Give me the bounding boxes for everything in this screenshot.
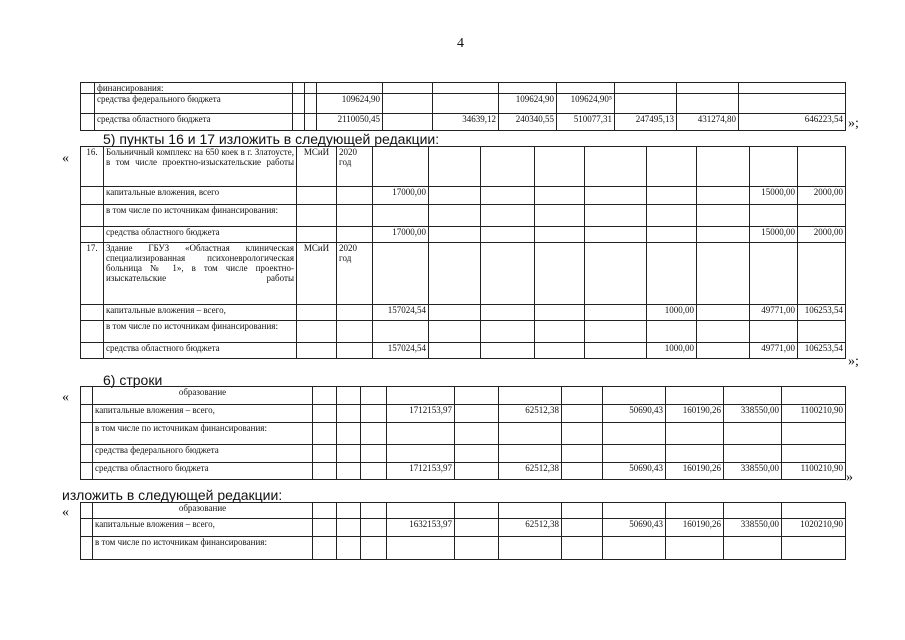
cell-value: 50690,43 [603, 405, 666, 423]
cell-value: 15000,00 [750, 187, 798, 205]
cell-value: 510077,31 [557, 114, 615, 131]
cell-value: 1712153,97 [387, 405, 455, 423]
table-row [81, 405, 846, 423]
cell-value: 62512,38 [499, 463, 562, 480]
table-row [81, 83, 846, 94]
table-row [81, 187, 846, 205]
item-org: МСиИ [297, 243, 337, 305]
closing-quote-5: »; [848, 354, 859, 369]
row-label: в том числе по источникам финансирования: [104, 321, 297, 343]
table-education-new [80, 502, 846, 560]
table-row [81, 519, 846, 537]
item-number: 17. [81, 243, 104, 305]
table-row [81, 94, 846, 114]
section-6-heading: 6) строки [103, 372, 163, 388]
cell-value: 431274,80 [677, 114, 739, 131]
cell-value: 109624,90 [317, 94, 383, 114]
table-row [81, 205, 846, 227]
cell-value: 338550,00 [724, 519, 782, 537]
cell-value: 17000,00 [373, 187, 429, 205]
cell-value: 338550,00 [724, 463, 782, 480]
new-wording-heading: изложить в следующей редакции: [62, 487, 283, 503]
row-label: средства федерального бюджета [95, 94, 293, 114]
cell-value: 34639,12 [433, 114, 499, 131]
cell-value: 109624,90 [499, 94, 557, 114]
table-row [81, 463, 846, 480]
row-label: капитальные вложения – всего, [104, 305, 297, 321]
cell-value: 160190,26 [666, 405, 724, 423]
cell-value: 646223,54 [739, 114, 846, 131]
page-number: 4 [457, 36, 464, 51]
table-row [81, 537, 846, 560]
cell-value: 1712153,97 [387, 463, 455, 480]
cell-value: 106253,54 [798, 305, 846, 321]
row-label: образование [93, 503, 313, 519]
item-org: МСиИ [297, 147, 337, 187]
cell-value: 2110050,45 [317, 114, 383, 131]
cell-value: 49771,00 [750, 343, 798, 359]
cell-value: 1000,00 [647, 305, 697, 321]
table-row [81, 243, 846, 305]
row-label: капитальные вложения – всего, [93, 405, 313, 423]
table-row [81, 147, 846, 187]
cell-value: 160190,26 [666, 519, 724, 537]
row-label: финансирования: [95, 83, 293, 94]
cell-value: 15000,00 [750, 227, 798, 243]
row-label: средства областного бюджета [104, 343, 297, 359]
closing-quote-6: » [846, 470, 853, 485]
cell-value: 62512,38 [499, 519, 562, 537]
table-row [81, 343, 846, 359]
table-row [81, 305, 846, 321]
cell-value: 49771,00 [750, 305, 798, 321]
item-number: 16. [81, 147, 104, 187]
table-row [81, 114, 846, 131]
section-5-heading: 5) пункты 16 и 17 изложить в следующей редакции: [103, 131, 440, 147]
opening-quote-5: « [62, 151, 69, 166]
cell-value: 106253,54 [798, 343, 846, 359]
closing-quote-1: »; [848, 116, 859, 131]
cell-value: 2000,00 [798, 187, 846, 205]
row-label: средства областного бюджета [104, 227, 297, 243]
row-label: средства областного бюджета [95, 114, 293, 131]
cell-value: 157024,54 [373, 305, 429, 321]
table-row [81, 321, 846, 343]
cell-value: 1020210,90 [782, 519, 846, 537]
cell-value: 62512,38 [499, 405, 562, 423]
row-label: в том числе по источникам финансирования: [93, 537, 313, 560]
cell-value: 247495,13 [615, 114, 677, 131]
table-row [81, 503, 846, 519]
cell-value: 1100210,90 [782, 463, 846, 480]
table-education-old [80, 386, 846, 480]
item-year: 2020 год [337, 147, 373, 187]
cell-value: 2000,00 [798, 227, 846, 243]
cell-value: 1100210,90 [782, 405, 846, 423]
table-items-16-17 [80, 146, 846, 359]
cell-value: 50690,43 [603, 463, 666, 480]
row-label: капитальные вложения – всего, [93, 519, 313, 537]
table-top-continuation [80, 82, 846, 131]
cell-value: 17000,00 [373, 227, 429, 243]
cell-value: 338550,00 [724, 405, 782, 423]
table-row [81, 387, 846, 405]
row-label: средства федерального бюджета [93, 445, 313, 463]
table-row [81, 423, 846, 445]
row-label: образование [93, 387, 313, 405]
cell-value: 109624,90⁵ [557, 94, 615, 114]
item-year: 2020 год [337, 243, 373, 305]
item-name: Здание ГБУЗ «Областная клиническая специализированная психоневрологическая больница № 1», в том числе проектно-изыскательские работы [104, 243, 297, 305]
table-row [81, 445, 846, 463]
row-label: средства областного бюджета [93, 463, 313, 480]
cell-value: 50690,43 [603, 519, 666, 537]
table-row [81, 227, 846, 243]
row-label: капитальные вложения, всего [104, 187, 297, 205]
row-label: в том числе по источникам финансирования: [104, 205, 297, 227]
opening-quote-6: « [62, 390, 69, 405]
cell-value: 157024,54 [373, 343, 429, 359]
row-label: в том числе по источникам финансирования: [93, 423, 313, 445]
cell-value: 160190,26 [666, 463, 724, 480]
cell-value: 240340,55 [499, 114, 557, 131]
cell-value: 1000,00 [647, 343, 697, 359]
cell-value: 1632153,97 [387, 519, 455, 537]
item-name: Больничный комплекс на 650 коек в г. Златоусте, в том числе проектно-изыскательские работы [104, 147, 297, 187]
opening-quote-new: « [62, 505, 69, 520]
